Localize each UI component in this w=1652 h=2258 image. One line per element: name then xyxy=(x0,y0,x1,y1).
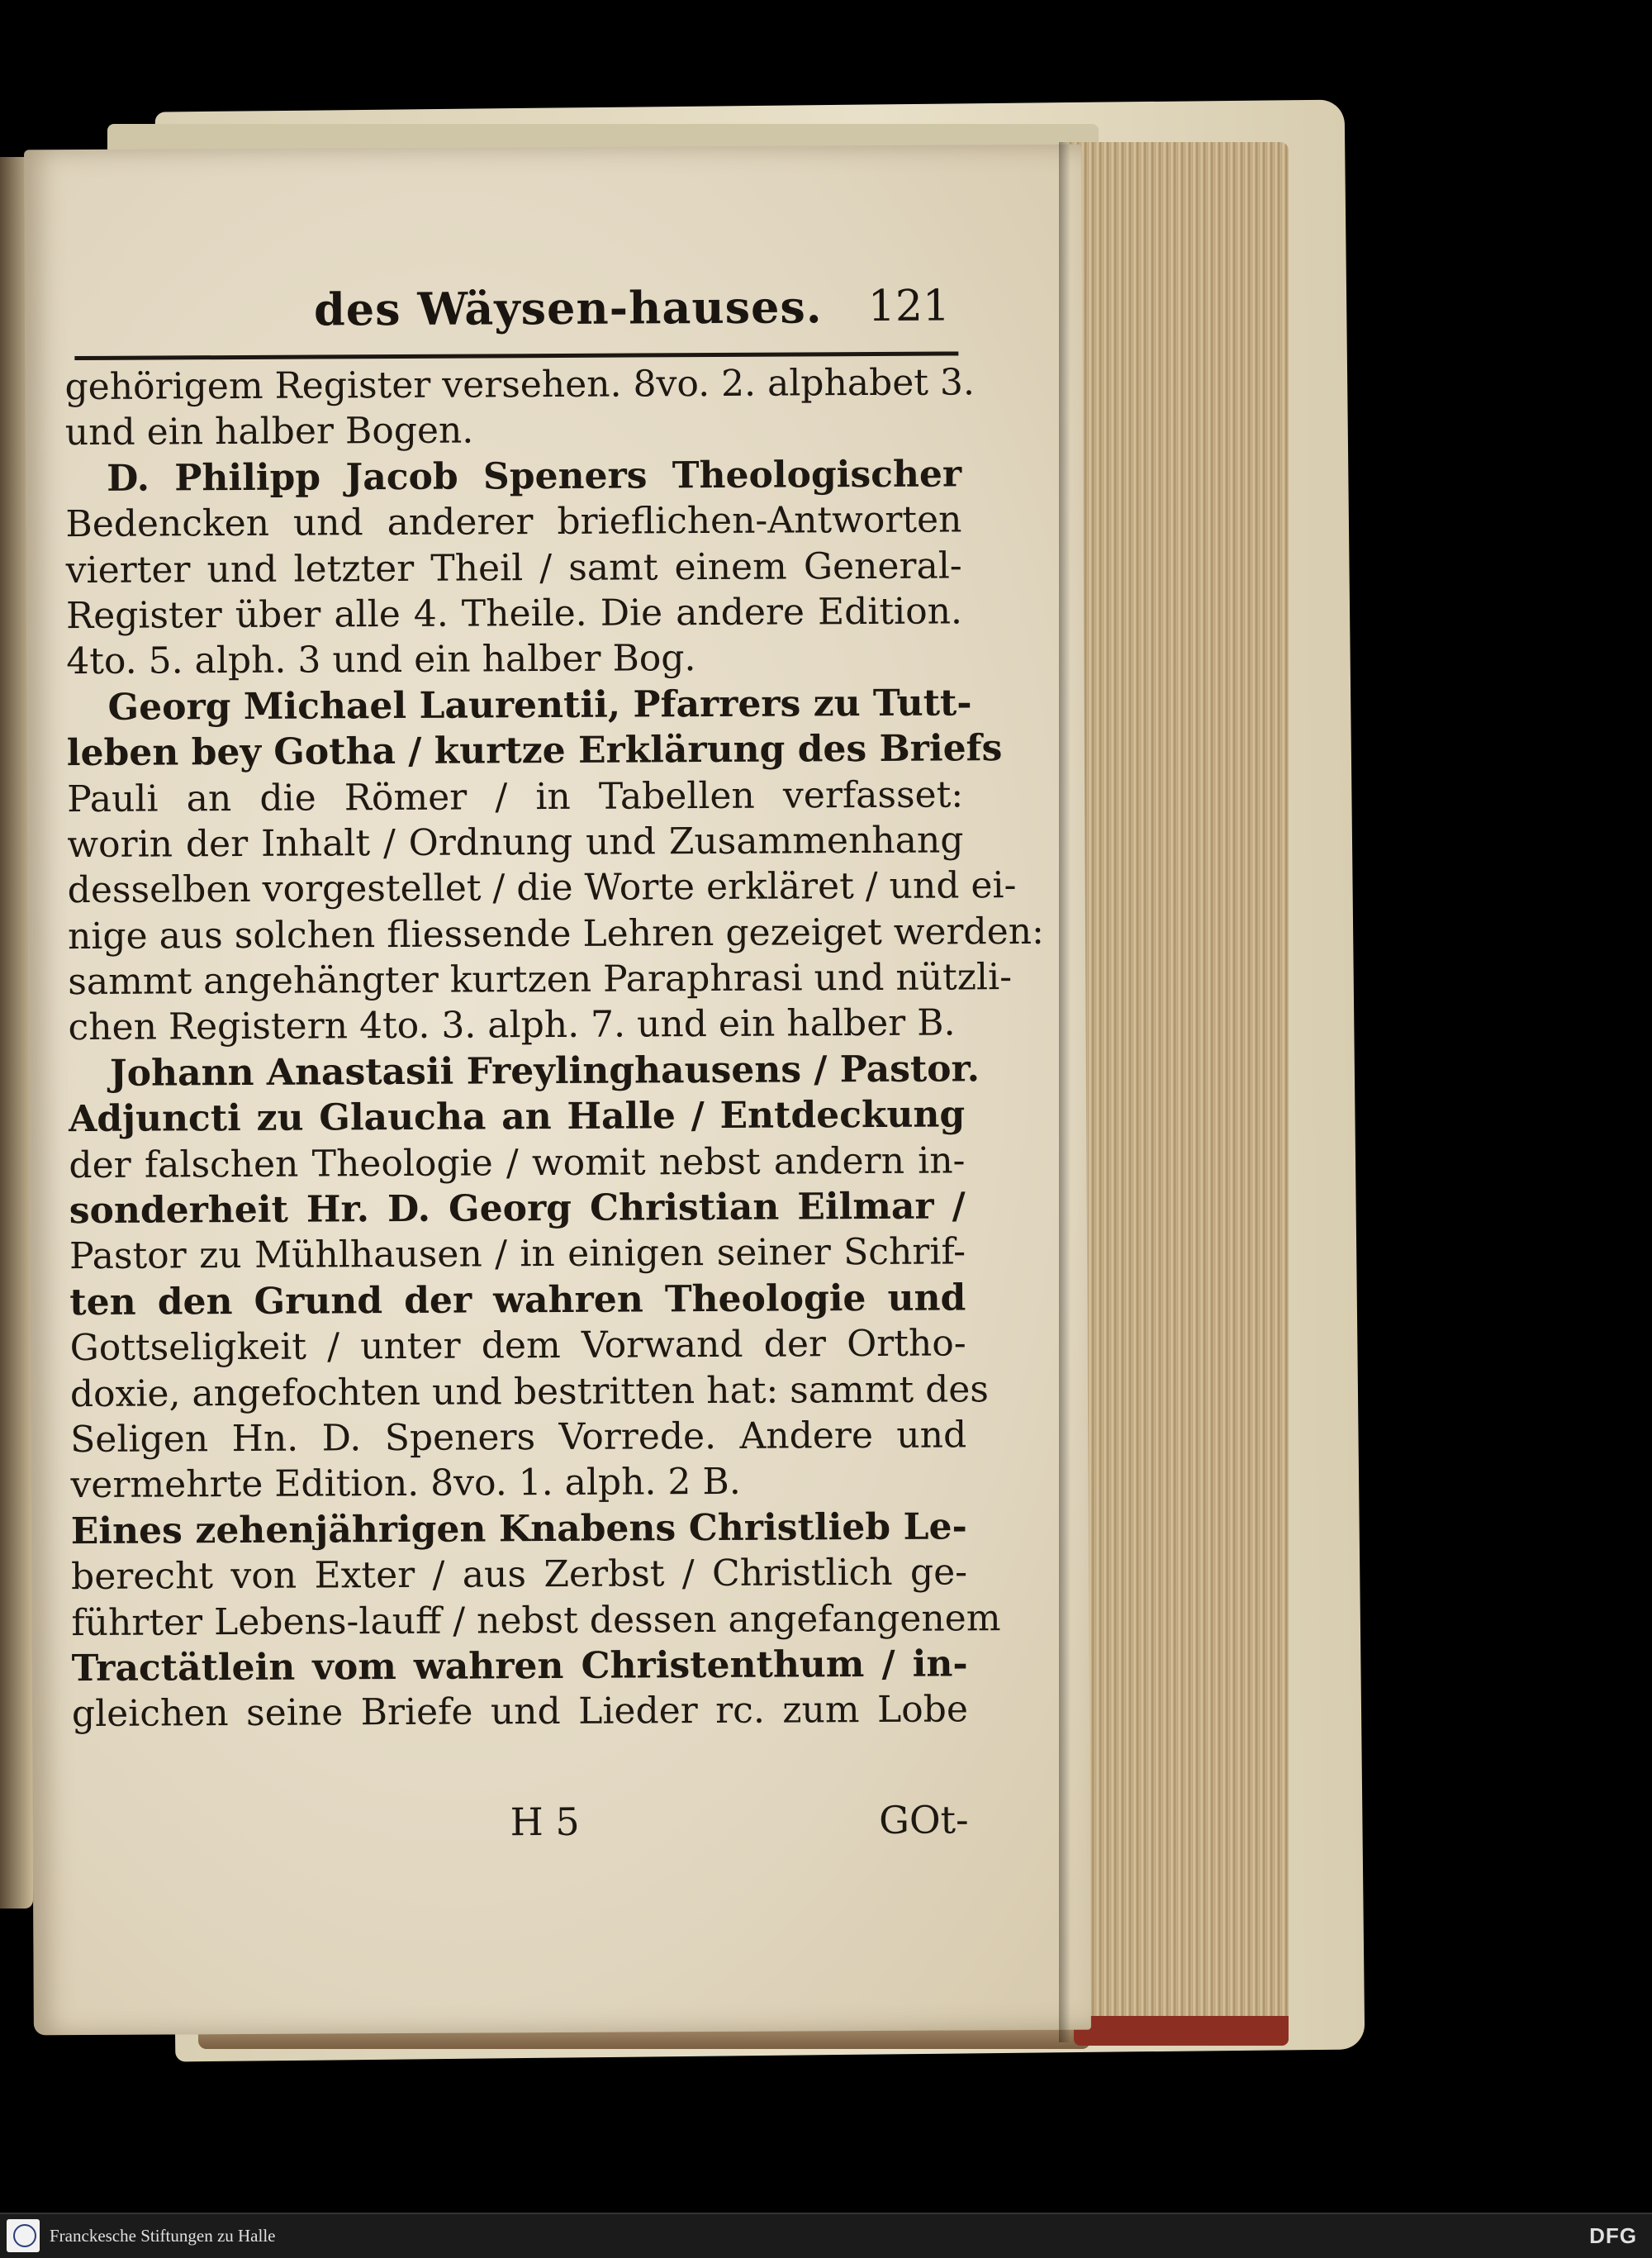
text-line: Georg Michael Laurentii, Pfarrers zu Tutt- xyxy=(107,682,972,729)
text-line: doxie, angefochten und bestritten hat: sammt des xyxy=(69,1367,990,1415)
text-line: Adjuncti zu Glaucha an Halle / Entdeckung xyxy=(69,1093,966,1141)
text-line: Seligen Hn. D. Speners Vorrede. Andere und xyxy=(70,1414,967,1462)
text-line: ten den Grund der wahren Theologie und xyxy=(69,1276,966,1324)
signature-mark: H 5 xyxy=(510,1799,580,1845)
text-line: berecht von Exter / aus Zerbst / Christlich ge- xyxy=(70,1551,968,1599)
text-line: gehörigem Register versehen. 8vo. 2. alphabet 3. xyxy=(64,361,976,409)
page-number: 121 xyxy=(867,281,951,332)
text-line: 4to. 5. alph. 3 und ein halber Bog. xyxy=(66,637,696,683)
page-header xyxy=(74,269,959,360)
text-line: Johann Anastasii Freylinghausens / Pastor. xyxy=(109,1048,980,1095)
text-line: und ein halber Bogen. xyxy=(64,409,474,454)
page-footer xyxy=(73,1797,969,1852)
text-line: Tractätlein vom wahren Christenthum / in- xyxy=(71,1642,968,1690)
text-line: desselben vorgestellet / die Worte erkläret / und ei- xyxy=(67,864,1017,912)
catchword: GOt- xyxy=(878,1797,969,1842)
text-line: Pastor zu Mühlhausen / in einigen seiner Schrif- xyxy=(69,1230,966,1278)
text-line: vierter und letzter Theil / samt einem General- xyxy=(65,544,962,592)
gutter-shadow xyxy=(1059,142,1070,2042)
text-line: chen Registern 4to. 3. alph. 7. und ein halber B. xyxy=(68,1001,956,1049)
text-line: Gottseligkeit / unter dem Vorwand der Ortho- xyxy=(69,1322,966,1370)
red-page-edge xyxy=(1074,2016,1289,2046)
text-line: führter Lebens-lauff / nebst dessen angefangenem xyxy=(71,1596,1001,1644)
text-line: der falschen Theologie / womit nebst andern in- xyxy=(69,1139,966,1186)
book-page xyxy=(24,145,1091,2036)
text-line: gleichen seine Briefe und Lieder rc. zum Lobe xyxy=(71,1688,969,1736)
page-fore-edge xyxy=(1066,142,1289,2042)
text-line: leben bey Gotha / kurtze Erklärung des Briefs xyxy=(66,727,1003,775)
institution-logo-icon xyxy=(7,2219,40,2252)
text-line: Eines zehenjährigen Knabens Christlieb Le- xyxy=(70,1505,967,1552)
text-line: Bedencken und anderer brieflichen-Antworten xyxy=(65,498,962,546)
running-head: des Wäysen-hauses. xyxy=(313,280,823,336)
text-line: sonderheit Hr. D. Georg Christian Eilmar / xyxy=(69,1185,966,1233)
dfg-logo: DFG xyxy=(1589,2223,1637,2248)
text-line: Pauli an die Römer / in Tabellen verfasset: xyxy=(67,772,964,820)
viewer-footer-bar xyxy=(0,2213,1652,2258)
body-text xyxy=(64,359,1045,1737)
institution-name: Franckesche Stiftungen zu Halle xyxy=(50,2226,276,2246)
text-line: nige aus solchen fliessende Lehren gezeiget werden: xyxy=(67,910,1045,958)
text-line: sammt angehängter kurtzen Paraphrasi und nützli- xyxy=(68,956,1013,1004)
text-line: vermehrte Edition. 8vo. 1. alph. 2 B. xyxy=(70,1461,741,1507)
text-line: Register über alle 4. Theile. Die andere Edition. xyxy=(65,590,963,638)
text-line: D. Philipp Jacob Speners Theologischer xyxy=(106,453,962,500)
text-line: worin der Inhalt / Ordnung und Zusammenhang xyxy=(67,819,964,867)
